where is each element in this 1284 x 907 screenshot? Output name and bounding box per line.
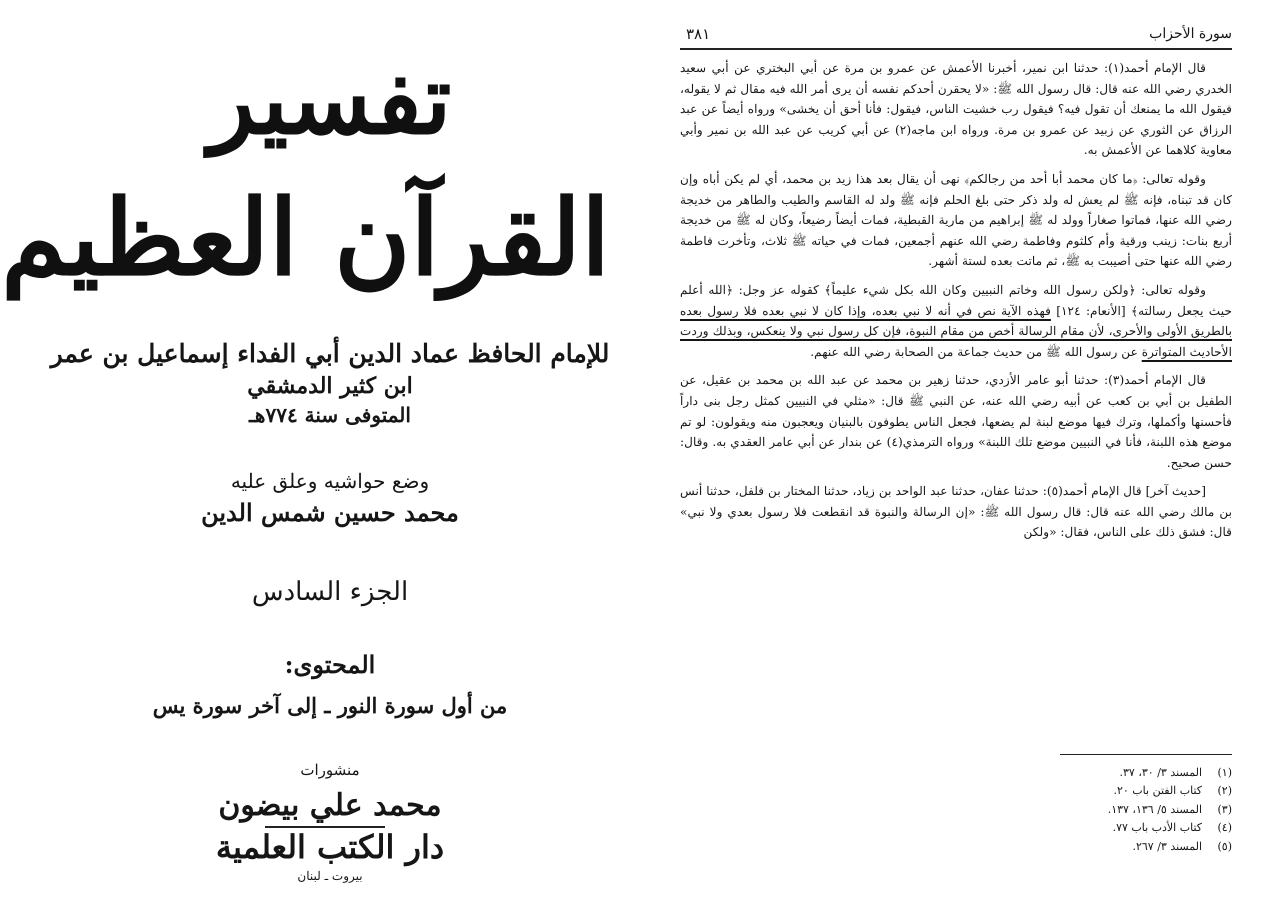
paragraph: وقوله تعالى: ﴿ما كان محمد أبا أحد من رجالكم﴾ نهى أن يقال بعد هذا زيد بن محمد، أي لم يكن أباه وإن كان قد تبناه، فإنه ﷺ لم يعش له ولد ذكر حتى بلغ الحلم فإنه ﷺ ولد له القاسم والطيب والطاهر من خديجة رضي الله عنها، فماتوا صغاراً وولد له ﷺ إبراهيم من مارية القبطية، فمات أيضاً رضيعاً، وكان له ﷺ من خديجة أربع بنات: زينب ورقية وأم كلثوم وفاطمة رضي الله عنهم أجمعين، فمات في حياته ﷺ ثلاث، وتأخرت فاطمة رضي الله عنها حتى أصيبت به ﷺ، ثم ماتت بعده لستة أشهر. <box>680 171 1232 269</box>
paragraph: [حديث آخر] قال الإمام أحمد(٥): حدثنا عفان، حدثنا عبد الواحد بن زياد، حدثنا المختار بن فلفل، حدثنا أنس بن مالك رضي الله عنه قال: قال رسول الله ﷺ: «إن الرسالة والنبوة قد انقطعت فلا رسول بعدي ولا نبي» قال: فشق ذلك على الناس، فقال: «ولكن <box>680 484 1232 540</box>
footnote-text: المسند ٣/ ٢٦٧. <box>1132 839 1202 853</box>
footnote <box>932 764 1232 782</box>
volume-label: الجزء السادس <box>251 577 409 607</box>
footnote <box>932 838 1232 856</box>
body-text <box>680 58 1232 551</box>
footnote-number: (٢) <box>1217 784 1232 798</box>
footnote-divider <box>1060 754 1232 755</box>
publisher-label: منشورات <box>300 761 360 779</box>
footnote-number: (٥) <box>1217 839 1232 853</box>
footnote <box>932 782 1232 800</box>
publisher-house: دار الكتب العلمية <box>215 828 445 866</box>
editor-name: محمد حسين شمس الدين <box>201 498 459 527</box>
publisher-city: بيروت ـ لبنان <box>297 869 363 883</box>
footnote-number: (١) <box>1217 766 1232 779</box>
page-header <box>680 22 1232 50</box>
contents-label: المحتوى: <box>284 650 376 679</box>
footnote <box>932 801 1232 819</box>
book-title-line-2: القرآن العظيم <box>1 176 610 299</box>
book-title-line-1: تفسير <box>208 43 452 156</box>
paragraph-part: وقوله تعالى: ﴿ولكن رسول الله وخاتم النبيين وكان الله بكل شيء عليماً﴾ كقوله عز وجل: ﴿الله أعلم حيث يجعل رسالته﴾ [الأنعام: ١٢٤] <box>680 282 1232 318</box>
author-name-line-1: للإمام الحافظ عماد الدين أبي الفداء إسماعيل بن عمر <box>50 339 610 368</box>
footnote-text: المسند ٥/ ١٣٦، ١٣٧. <box>1107 802 1202 816</box>
editor-credit: وضع حواشيه وعلق عليه <box>230 469 430 493</box>
paragraph-part: عن رسول الله ﷺ من حديث جماعة من الصحابة رضي الله عنهم. <box>810 344 1142 359</box>
publisher-name: محمد علي بيضون <box>218 788 442 823</box>
page-number: ٣٨١ <box>686 25 711 43</box>
author-name-line-2: ابن كثير الدمشقي <box>247 373 413 399</box>
footnote <box>932 819 1232 837</box>
author-death-date: المتوفى سنة ٧٧٤هـ <box>249 403 411 427</box>
footnote-number: (٤) <box>1217 821 1232 835</box>
paragraph-with-underline <box>680 280 1232 362</box>
title-page <box>1 20 610 890</box>
footnote-number: (٣) <box>1217 802 1232 816</box>
running-head-surah: سورة الأحزاب <box>1149 26 1232 42</box>
footnote-text: كتاب الفتن باب ٢٠. <box>1113 784 1202 798</box>
contents-range: من أول سورة النور ـ إلى آخر سورة يس <box>152 693 508 718</box>
underlined-passage: فهذه الآية نص في أنه لا نبي بعده، وإذا كان لا نبي بعده فلا رسول بعده بالطريق الأولى والأحرى، لأن مقام الرسالة أخص من مقام النبوة، فإن كل رسول نبي ولا ينعكس، وبذلك وردت الأحاديث المتواترة <box>680 303 1232 359</box>
paragraph: قال الإمام أحمد(١): حدثنا ابن نمير، أخبرنا الأعمش عن عمرو بن مرة عن أبي البختري عن أبي سعيد الخدري رضي الله عنه قال: قال رسول الله ﷺ: «لا يحقرن أحدكم نفسه أن يرى أمر الله فيه مقال ثم لا يقوله، فيقول الله ما يمنعك أن تقول فيه؟ فيقول رب خشيت الناس، فيقول: فأنا أحق أن يخشى» ورواه أيضاً عن عبد الرزاق عن الثوري عن زبيد عن عمرو بن مرة. ورواه ابن ماجه(٢) عن أبي كريب عن عبد الله بن نمير وأبي معاوية كلاهما عن الأعمش به. <box>680 61 1232 158</box>
text-page <box>680 18 1232 890</box>
footnote-text: كتاب الأدب باب ٧٧. <box>1112 821 1202 835</box>
footnotes <box>932 764 1232 856</box>
paragraph: قال الإمام أحمد(٣): حدثنا أبو عامر الأزدي، حدثنا زهير بن محمد عن عبد الله بن محمد بن عقيل، عن الطفيل بن أبي بن كعب عن أبيه رضي الله عنه، عن النبي ﷺ قال: «مثلي في النبيين كمثل رجل بنى داراً فأحسنها وأكملها، وترك فيها موضع لبنة لم يضعها، فجعل الناس يطوفون بالبنيان ويعجبون منه ويقولون: لو تم موضع هذه اللبنة، فأنا في النبيين موضع تلك اللبنة» ورواه الترمذي(٤) عن بندار عن أبي عامر العقدي به. وقال: حسن صحيح. <box>680 373 1232 470</box>
footnote-text: المسند ٣/ ٣٠، ٣٧. <box>1119 766 1202 779</box>
